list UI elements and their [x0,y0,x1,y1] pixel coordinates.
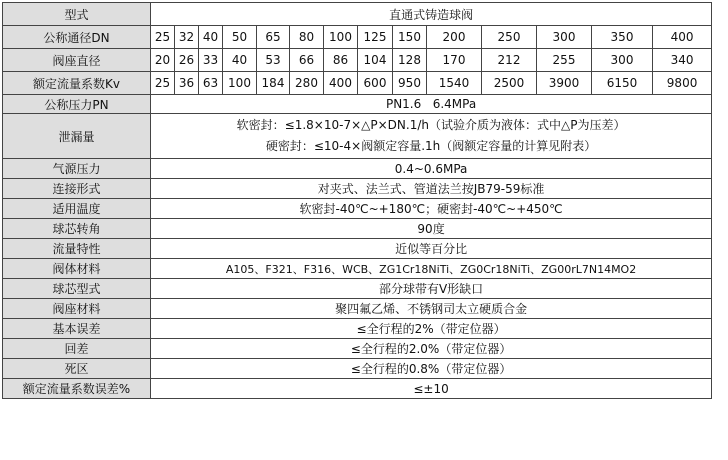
dn-cell: 65 [257,26,290,49]
basic-error-value: ≤全行程的2%（带定位器） [151,319,712,339]
hysteresis-value: ≤全行程的2.0%（带定位器） [151,339,712,359]
row-temperature [3,199,712,219]
row-air-pressure [3,159,712,179]
kv-cell: 950 [393,72,427,95]
leakage-soft-seal: 软密封：≤1.8×10-7×△P×DN.1/h（试验介质为液体：式中△P为压差） [236,118,626,132]
temperature-value: 软密封-40℃~+180℃；硬密封-40℃~+450℃ [151,199,712,219]
seat-diameter-cell: 53 [257,49,290,72]
dn-cell: 150 [393,26,427,49]
kv-cell: 6150 [592,72,653,95]
kv-cell: 25 [151,72,175,95]
dn-cell: 100 [324,26,358,49]
seat-diameter-label: 阀座直径 [3,49,151,72]
dn-cell: 350 [592,26,653,49]
seat-diameter-cell: 170 [427,49,482,72]
dn-cell: 200 [427,26,482,49]
air-pressure-label: 气源压力 [3,159,151,179]
rotation-value: 90度 [151,219,712,239]
body-material-value: A105、F321、F316、WCB、ZG1Cr18NiTi、ZG0Cr18NiTi、ZG00rL7N14MO2 [151,259,712,279]
seat-diameter-cell: 340 [653,49,712,72]
row-kv [3,72,712,95]
connection-value: 对夹式、法兰式、管道法兰按JB79-59标准 [151,179,712,199]
kv-cell: 1540 [427,72,482,95]
type-value: 直通式铸造球阀 [151,3,712,26]
row-hysteresis [3,339,712,359]
kv-cell: 280 [290,72,324,95]
core-type-label: 球芯型式 [3,279,151,299]
dead-band-label: 死区 [3,359,151,379]
row-rotation [3,219,712,239]
flow-characteristic-label: 流量特性 [3,239,151,259]
core-type-value: 部分球带有V形缺口 [151,279,712,299]
kv-cell: 400 [324,72,358,95]
seat-diameter-cell: 40 [223,49,257,72]
seat-diameter-cell: 20 [151,49,175,72]
kv-cell: 600 [358,72,393,95]
kv-cell: 2500 [482,72,537,95]
row-connection [3,179,712,199]
kv-error-label: 额定流量系数误差% [3,379,151,399]
basic-error-label: 基本误差 [3,319,151,339]
row-kv-error [3,379,712,399]
seat-diameter-cell: 26 [175,49,199,72]
dead-band-value: ≤全行程的0.8%（带定位器） [151,359,712,379]
row-nominal-pressure [3,95,712,114]
dn-cell: 32 [175,26,199,49]
kv-cell: 184 [257,72,290,95]
nominal-pressure-value: PN1.6 6.4MPa [151,95,712,114]
kv-label: 额定流量系数Kv [3,72,151,95]
seat-material-value: 聚四氟乙烯、不锈钢司太立硬质合金 [151,299,712,319]
temperature-label: 适用温度 [3,199,151,219]
row-body-material [3,259,712,279]
row-seat-material [3,299,712,319]
dn-cell: 25 [151,26,175,49]
hysteresis-label: 回差 [3,339,151,359]
seat-diameter-cell: 66 [290,49,324,72]
row-dn [3,26,712,49]
kv-cell: 63 [199,72,223,95]
row-seat-diameter [3,49,712,72]
kv-cell: 100 [223,72,257,95]
body-material-label: 阀体材料 [3,259,151,279]
seat-diameter-cell: 212 [482,49,537,72]
nominal-pressure-label: 公称压力PN [3,95,151,114]
row-core-type [3,279,712,299]
dn-cell: 300 [537,26,592,49]
seat-diameter-cell: 33 [199,49,223,72]
leakage-hard-seal: 硬密封：≤10-4×阀额定容量.1h（阀额定容量的计算见附表） [265,139,597,153]
row-basic-error [3,319,712,339]
seat-diameter-cell: 86 [324,49,358,72]
dn-cell: 80 [290,26,324,49]
row-leakage [3,114,712,159]
kv-error-value: ≤±10 [151,379,712,399]
kv-cell: 3900 [537,72,592,95]
row-dead-band [3,359,712,379]
seat-diameter-cell: 255 [537,49,592,72]
rotation-label: 球芯转角 [3,219,151,239]
seat-diameter-cell: 104 [358,49,393,72]
seat-material-label: 阀座材料 [3,299,151,319]
connection-label: 连接形式 [3,179,151,199]
dn-label: 公称通径DN [3,26,151,49]
row-type [3,3,712,26]
kv-cell: 9800 [653,72,712,95]
kv-cell: 36 [175,72,199,95]
dn-cell: 40 [199,26,223,49]
leakage-label: 泄漏量 [3,114,151,159]
seat-diameter-cell: 300 [592,49,653,72]
leakage-value [151,114,712,159]
dn-cell: 400 [653,26,712,49]
dn-cell: 125 [358,26,393,49]
row-flow-characteristic [3,239,712,259]
type-label: 型式 [3,3,151,26]
dn-cell: 50 [223,26,257,49]
air-pressure-value: 0.4~0.6MPa [151,159,712,179]
dn-cell: 250 [482,26,537,49]
flow-characteristic-value: 近似等百分比 [151,239,712,259]
seat-diameter-cell: 128 [393,49,427,72]
valve-spec-table [2,2,712,399]
